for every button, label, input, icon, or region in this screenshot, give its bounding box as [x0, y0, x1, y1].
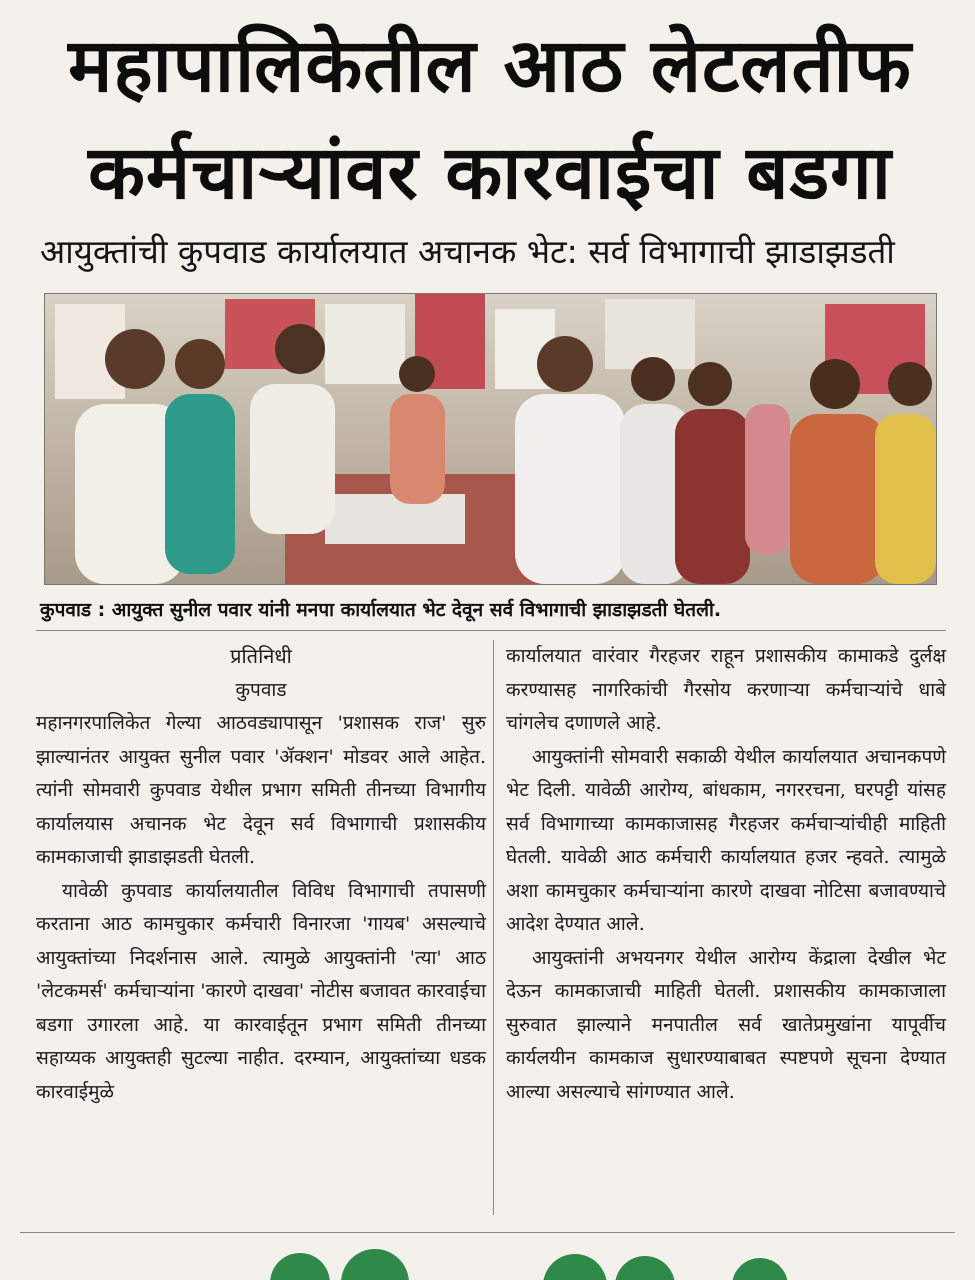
- caption-divider: [36, 630, 946, 631]
- byline: प्रतिनिधी: [230, 644, 292, 668]
- paragraph: यावेळी कुपवाड कार्यालयातील विविध विभागाची तपासणी करताना आठ कामचुकार कर्मचारी विनारजा 'गायब' असल्याचे आयुक्तांच्या निदर्शनास आले. त्यामुळे आयुक्तांनी 'त्या' आठ 'लेटकमर्स' कर्मचाऱ्यांना 'कारणे दाखवा' नोटीस बजावत कारवाईचा बडगा उगारला आहे. या कारवाईतून प्रभाग समिती तीनच्या सहाय्यक आयुक्तही सुटल्या नाहीत. दरम्यान, आयुक्तांच्या धडक कारवाईमुळे: [36, 879, 486, 1103]
- headline-line-2: कर्मचाऱ्यांवर कारवाईचा बडगा: [88, 130, 892, 216]
- photo-caption: कुपवाड : आयुक्त सुनील पवार यांनी मनपा कार्यालयात भेट देवून सर्व विभागाची झाडाझडती घेतली.: [40, 599, 722, 621]
- office-inspection-photo-icon: [45, 294, 936, 584]
- green-banner-icon: [0, 1238, 975, 1280]
- dateline: कुपवाड: [235, 678, 287, 701]
- right-column: [506, 640, 946, 1109]
- paragraph: आयुक्तांनी अभयनगर येथील आरोग्य केंद्राला देखील भेट देऊन कामकाजाची माहिती घेतली. प्रशासकीय कामकाजाला सुरुवात झाल्याने मनपातील सर्व खातेप्रमुखांना यापूर्वीच कार्यलयीन कामकाज सुधारण्याबाबत स्पष्टपणे सूचना देण्यात आल्या असल्याचे सांगण्यात आले.: [506, 946, 946, 1103]
- paragraph: महानगरपालिकेत गेल्या आठवड्यापासून 'प्रशासक राज' सुरु झाल्यानंतर आयुक्त सुनील पवार 'ॲक्शन' मोडवर आले आहेत. त्यांनी सोमवारी कुपवाड येथील प्रभाग समिती तीनच्या विभागीय कार्यालयास अचानक भेट देवून सर्व विभागाची प्रशासकीय कामकाजाची झाडाझडती घेतली.: [36, 712, 486, 868]
- paragraph: कार्यालयात वारंवार गैरहजर राहून प्रशासकीय कामाकडे दुर्लक्ष करण्यासह नागरिकांची गैरसोय करणाऱ्या कर्मचाऱ्यांचे धाबे चांगलेच दणाणले आहे.: [506, 645, 946, 734]
- left-column: [36, 640, 486, 1109]
- next-article-fragment: [0, 1238, 975, 1280]
- bottom-divider: [20, 1232, 955, 1233]
- column-divider: [493, 640, 494, 1215]
- news-photo: [44, 293, 937, 585]
- headline-line-1: महापालिकेतील आठ लेटलतीफ: [68, 23, 912, 109]
- paragraph: आयुक्तांनी सोमवारी सकाळी येथील कार्यालयात अचानकपणे भेट दिली. यावेळी आरोग्य, बांधकाम, नगररचना, घरपट्टी यांसह सर्व विभागाच्या कामकाजासह गैरहजर कर्मचाऱ्यांचीही माहिती घेतली. यावेळी आठ कर्मचारी कार्यालयात हजर न्हवते. त्यामुळे अशा कामचुकार कर्मचाऱ्यांना कारणे दाखवा नोटिसा बजावण्याचे आदेश देण्यात आले.: [506, 745, 946, 935]
- subheadline: आयुक्तांची कुपवाड कार्यालयात अचानक भेट: सर्व विभागाची झाडाझडती: [40, 232, 895, 271]
